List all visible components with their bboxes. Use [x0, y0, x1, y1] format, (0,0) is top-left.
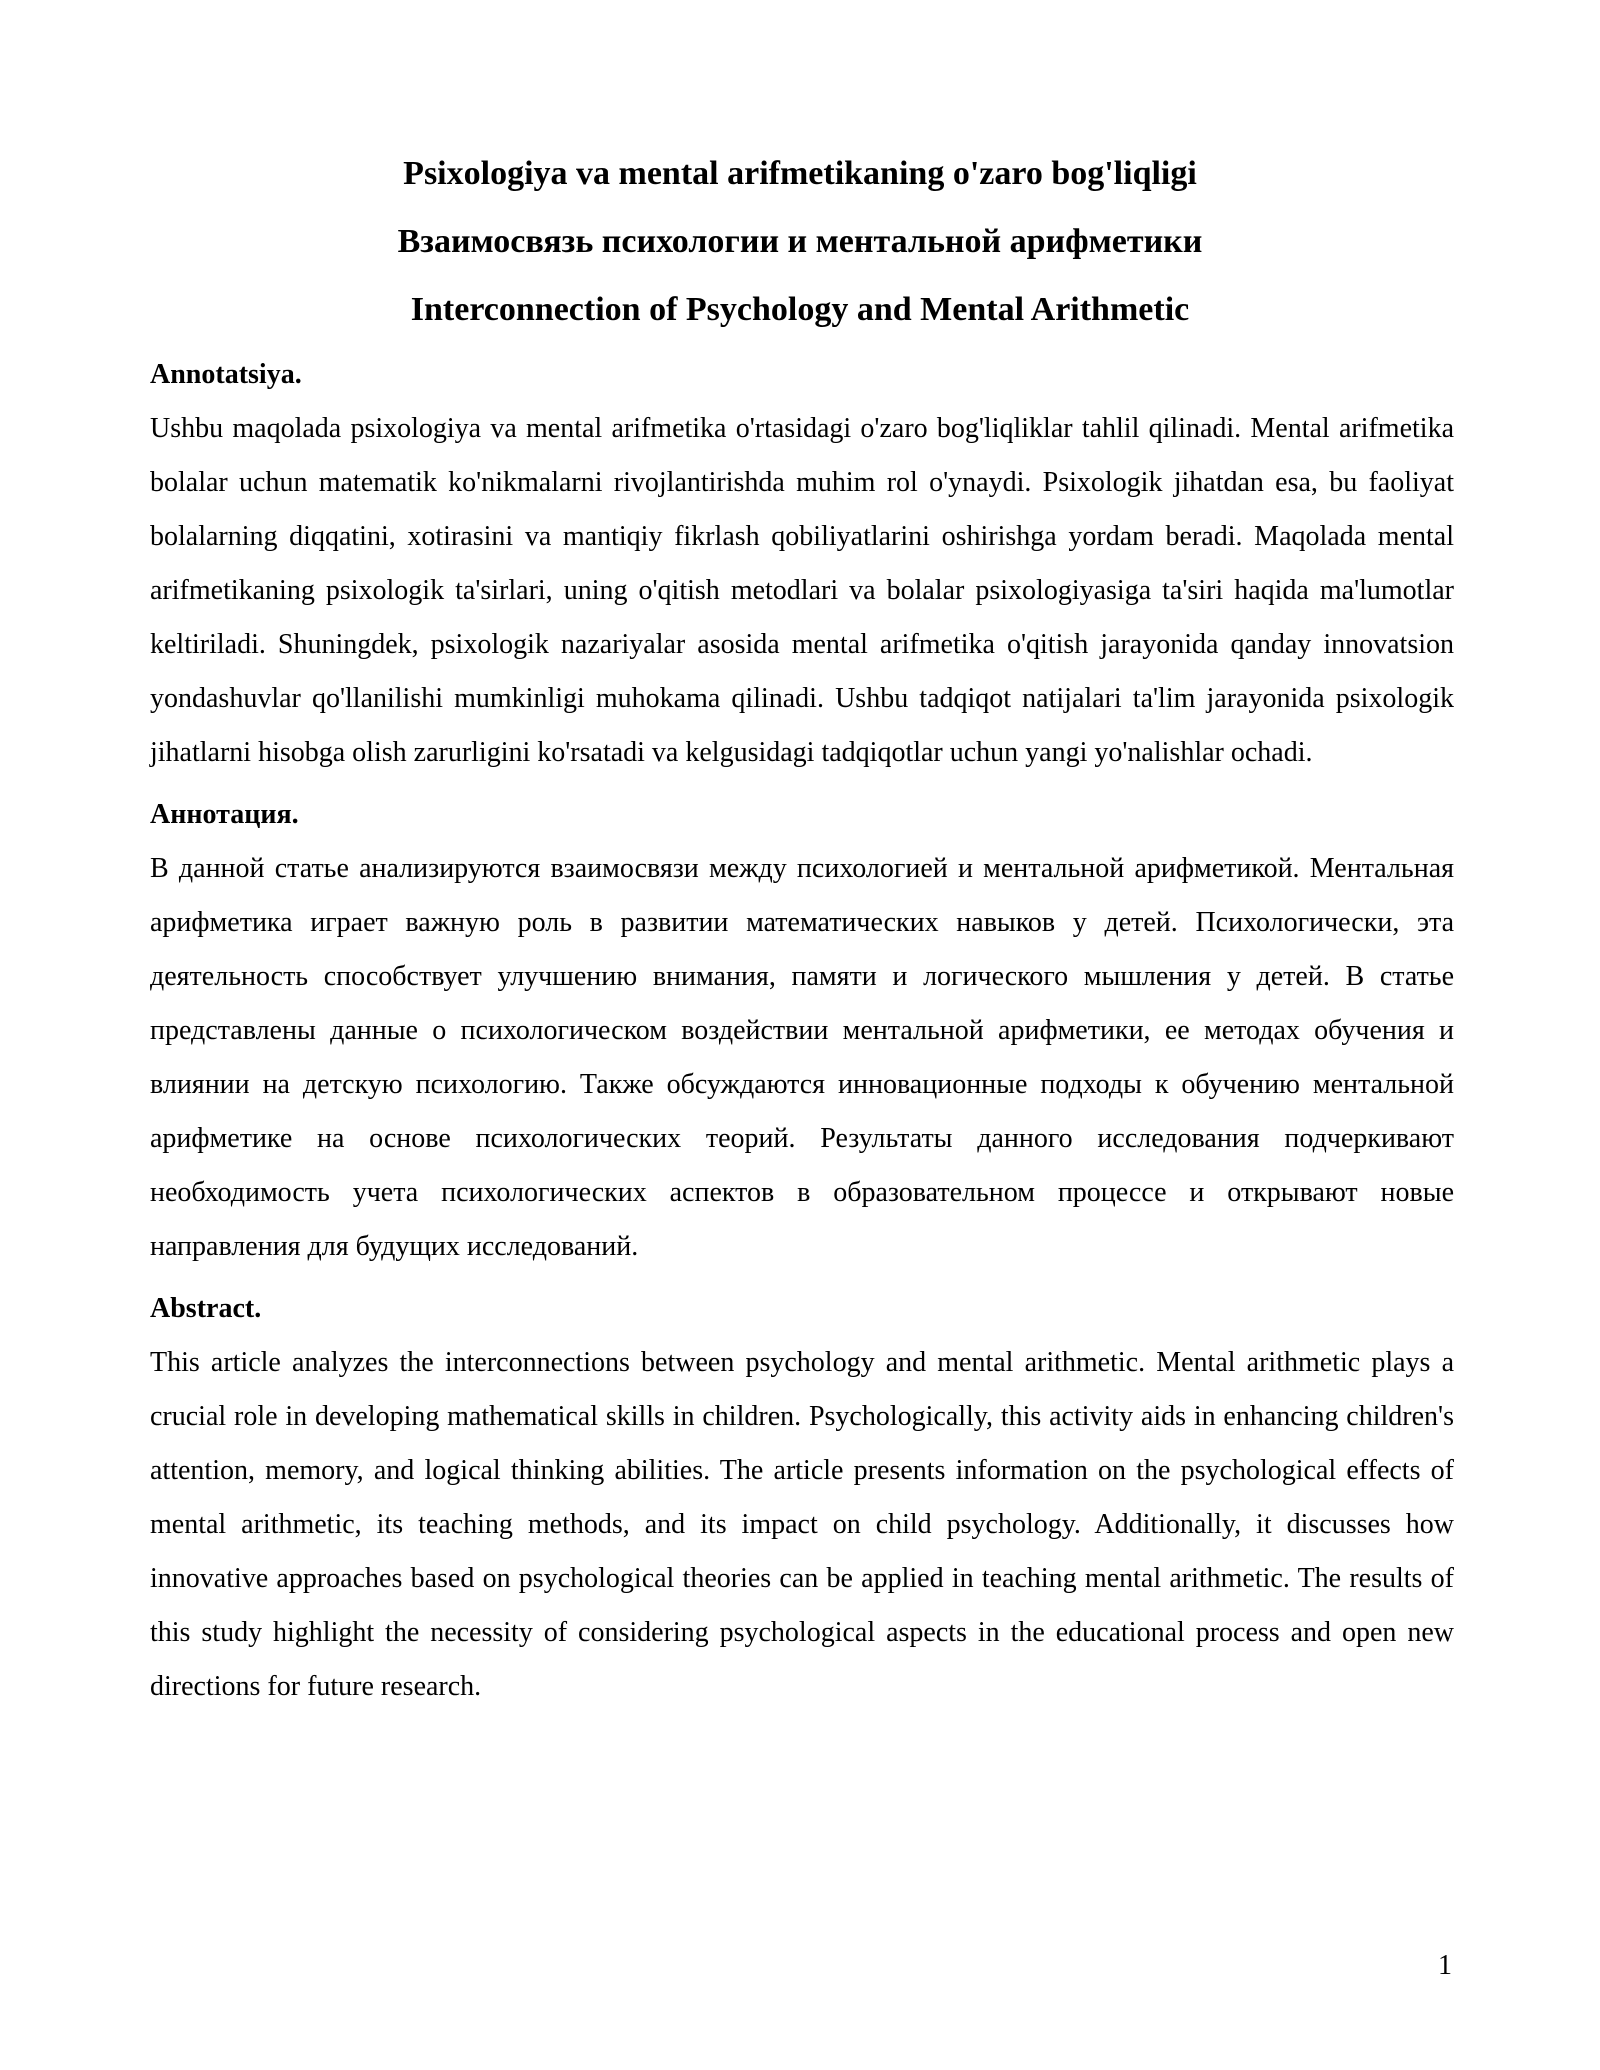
title-block	[148, 140, 1452, 344]
title-russian: Взаимосвязь психологии и ментальной арифметики	[397, 223, 1203, 260]
section-heading: Abstract.	[150, 1293, 262, 1324]
section-paragraph: This article analyzes the interconnections between psychology and mental arithmetic. Mental arithmetic plays a crucial role in developing mathematical skills in children. Psychologically, this activity aids in enhancing children's attention, memory, and logical thinking abilities. The article presents information on the psychological effects of mental arithmetic, its teaching methods, and its impact on child psychology. Additionally, it discusses how innovative approaches based on psychological theories can be applied in teaching mental arithmetic. The results of this study highlight the necessity of considering psychological aspects in the educational process and open new directions for future research.	[150, 1347, 1454, 1702]
page-number: 1	[1438, 1950, 1452, 1981]
section-paragraph: Ushbu maqolada psixologiya va mental arifmetika o'rtasidagi o'zaro bog'liqliklar tahlil qilinadi. Mental arifmetika bolalar uchun matematik ko'nikmalarni rivojlantirishda muhim rol o'ynaydi. Psixologik jihatdan esa, bu faoliyat bolalarning diqqatini, xotirasini va mantiqiy fikrlash qobiliyatlarini oshirishga yordam beradi. Maqolada mental arifmetikaning psixologik ta'sirlari, uning o'qitish metodlari va bolalar psixologiyasiga ta'siri haqida ma'lumotlar keltiriladi. Shuningdek, psixologik nazariyalar asosida mental arifmetika o'qitish jarayonida qanday innovatsion yondashuvlar qo'llanilishi mumkinligi muhokama qilinadi. Ushbu tadqiqot natijalari ta'lim jarayonida psixologik jihatlarni hisobga olish zarurligini ko'rsatadi va kelgusidagi tadqiqotlar uchun yangi yo'nalishlar ochadi.	[150, 413, 1454, 768]
section-heading: Аннотация.	[150, 799, 299, 830]
section-heading: Annotatsiya.	[150, 359, 302, 390]
abstracts-body	[150, 348, 1454, 1722]
title-english: Interconnection of Psychology and Mental Arithmetic	[410, 291, 1190, 328]
section-annotatsiya-russian	[150, 788, 1454, 1274]
section-paragraph: В данной статье анализируются взаимосвязи между психологией и ментальной арифметикой. Ментальная арифметика играет важную роль в развитии математических навыков у детей. Психологически, эта деятельность способствует улучшению внимания, памяти и логического мышления у детей. В статье представлены данные о психологическом воздействии ментальной арифметики, ее методах обучения и влиянии на детскую психологию. Также обсуждаются инновационные подходы к обучению ментальной арифметике на основе психологических теорий. Результаты данного исследования подчеркивают необходимость учета психологических аспектов в образовательном процессе и открывают новые направления для будущих исследований.	[150, 853, 1454, 1262]
section-annotatsiya	[150, 348, 1454, 780]
section-abstract	[150, 1282, 1454, 1714]
title-uzbek: Psixologiya va mental arifmetikaning o'zaro bog'liqligi	[403, 155, 1197, 192]
